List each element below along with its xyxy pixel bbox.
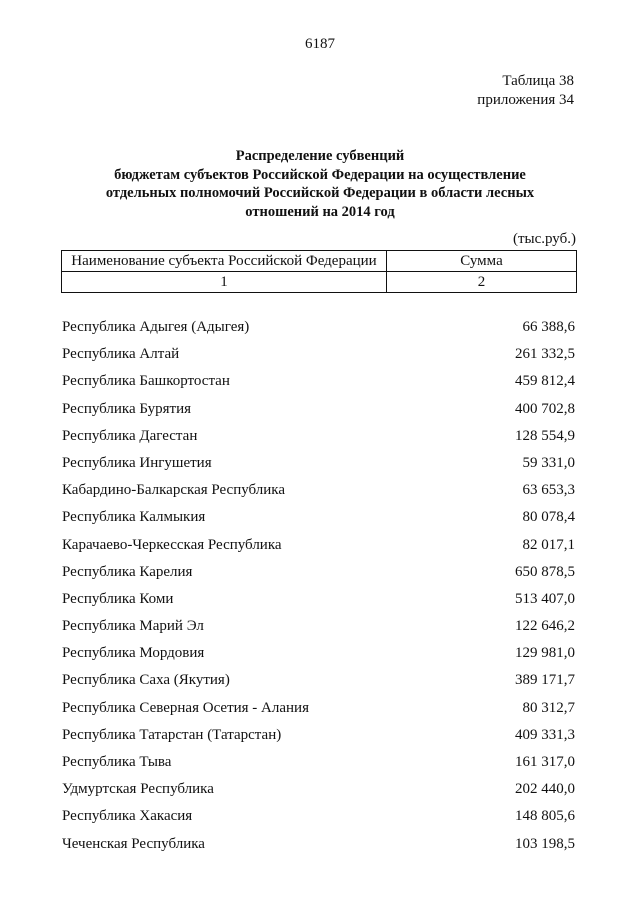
region-amount: 389 171,7 xyxy=(515,672,575,689)
table-row xyxy=(62,425,575,452)
region-name: Республика Калмыкия xyxy=(62,509,206,526)
table-row xyxy=(62,697,575,724)
region-amount: 82 017,1 xyxy=(522,536,575,553)
table-header xyxy=(61,250,577,293)
table-row xyxy=(62,669,575,696)
region-amount: 63 653,3 xyxy=(522,482,575,499)
region-amount: 513 407,0 xyxy=(515,590,575,607)
table-number: Таблица 38 xyxy=(502,73,574,89)
title-line-2: бюджетам субъектов Российской Федерации на осуществление xyxy=(114,166,526,183)
table-row xyxy=(62,534,575,561)
title-line-4: отношений на 2014 год xyxy=(245,203,395,220)
region-amount: 66 388,6 xyxy=(522,319,575,335)
region-name: Республика Северная Осетия - Алания xyxy=(62,699,309,716)
appendix-number: приложения 34 xyxy=(477,92,574,108)
header-column-number-2: 2 xyxy=(387,272,577,293)
region-name: Республика Тыва xyxy=(62,754,172,770)
region-name: Республика Карелия xyxy=(62,563,193,580)
header-name-column: Наименование субъекта Российской Федерации xyxy=(62,251,387,272)
region-name: Карачаево-Черкесская Республика xyxy=(62,536,282,553)
header-amount-column: Сумма xyxy=(387,251,577,272)
region-amount: 400 702,8 xyxy=(515,400,575,417)
region-amount: 129 981,0 xyxy=(515,645,575,662)
region-name: Удмуртская Республика xyxy=(62,781,214,798)
table-row xyxy=(62,615,575,642)
table-row xyxy=(62,370,575,397)
region-name: Республика Коми xyxy=(62,590,174,607)
region-amount: 261 332,5 xyxy=(515,346,575,363)
page-number: 6187 xyxy=(305,36,335,52)
region-amount: 122 646,2 xyxy=(515,618,575,635)
region-amount: 80 312,7 xyxy=(522,699,575,716)
region-amount: 148 805,6 xyxy=(515,808,575,825)
table-row xyxy=(62,316,575,343)
region-name: Республика Дагестан xyxy=(62,427,198,444)
region-amount: 80 078,4 xyxy=(522,509,575,526)
table-row xyxy=(62,751,575,778)
table-body xyxy=(62,316,575,860)
table-row xyxy=(62,642,575,669)
region-amount: 459 812,4 xyxy=(515,373,575,390)
table-row xyxy=(62,805,575,832)
table-reference xyxy=(477,72,574,110)
table-row xyxy=(62,506,575,533)
region-amount: 650 878,5 xyxy=(515,563,575,580)
header-column-number-1: 1 xyxy=(62,272,387,293)
region-amount: 128 554,9 xyxy=(515,427,575,444)
table-row xyxy=(62,343,575,370)
table-row xyxy=(62,452,575,479)
region-name: Республика Бурятия xyxy=(62,400,192,417)
region-name: Республика Алтай xyxy=(62,346,180,363)
table-row xyxy=(62,561,575,588)
table-row xyxy=(62,479,575,506)
title-line-1: Распределение субвенций xyxy=(235,148,405,164)
region-name: Республика Мордовия xyxy=(62,645,205,662)
table-row xyxy=(62,588,575,615)
region-name: Республика Саха (Якутия) xyxy=(62,672,230,689)
region-name: Республика Башкортостан xyxy=(62,373,230,390)
document-title xyxy=(60,147,580,221)
region-name: Республика Татарстан (Татарстан) xyxy=(62,726,282,743)
region-name: Республика Марий Эл xyxy=(62,618,204,635)
unit-label: (тыс.руб.) xyxy=(512,231,576,247)
title-line-3: отдельных полномочий Российской Федерации в области лесных xyxy=(105,185,535,201)
table-row xyxy=(62,398,575,425)
region-name: Республика Адыгея (Адыгея) xyxy=(62,319,250,335)
header-row xyxy=(62,251,577,272)
region-name: Республика Ингушетия xyxy=(62,454,212,471)
header-number-row xyxy=(62,272,577,293)
region-amount: 202 440,0 xyxy=(515,781,575,798)
table-row xyxy=(62,833,575,860)
table-row xyxy=(62,778,575,805)
region-amount: 103 198,5 xyxy=(515,835,575,852)
region-amount: 59 331,0 xyxy=(522,454,575,471)
region-name: Республика Хакасия xyxy=(62,808,193,825)
table-row xyxy=(62,724,575,751)
region-name: Кабардино-Балкарская Республика xyxy=(62,482,286,499)
region-amount: 161 317,0 xyxy=(515,754,575,770)
region-amount: 409 331,3 xyxy=(515,726,575,743)
region-name: Чеченская Республика xyxy=(62,835,205,852)
